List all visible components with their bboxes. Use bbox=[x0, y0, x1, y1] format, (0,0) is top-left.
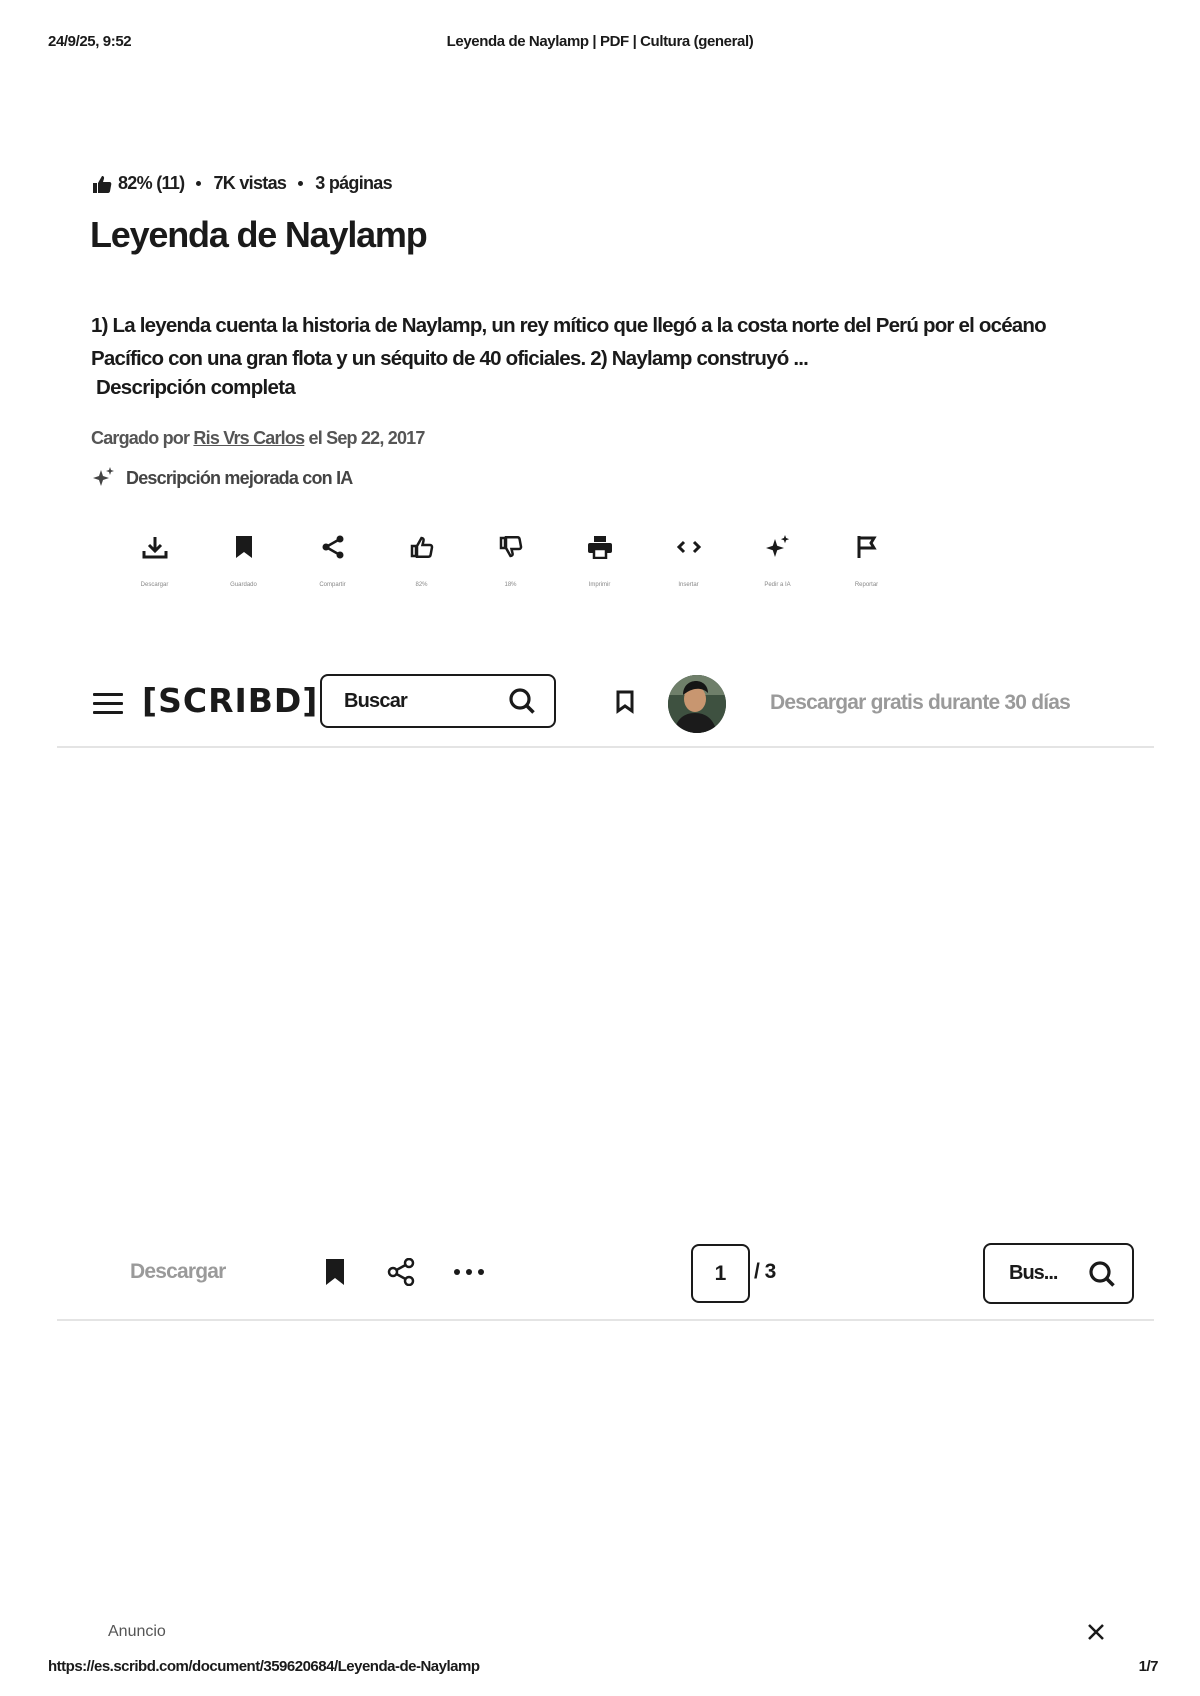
bookmark-outline-icon bbox=[615, 690, 635, 714]
search-input[interactable] bbox=[320, 674, 556, 728]
menu-icon[interactable] bbox=[93, 693, 123, 720]
close-icon bbox=[1086, 1622, 1106, 1642]
flag-icon bbox=[856, 535, 878, 559]
action-label: Reportar bbox=[854, 582, 879, 588]
print-url: https://es.scribd.com/document/359620684/Leyenda-de-Naylamp bbox=[48, 1658, 480, 1675]
close-ad-button[interactable] bbox=[1086, 1622, 1106, 1647]
user-avatar[interactable] bbox=[668, 675, 726, 733]
print-icon bbox=[587, 535, 613, 559]
save-button[interactable] bbox=[324, 1258, 346, 1291]
separator-dot bbox=[298, 181, 303, 186]
uploaded-by bbox=[91, 428, 425, 449]
save-action[interactable] bbox=[199, 532, 288, 588]
share-icon bbox=[387, 1258, 415, 1286]
like-action[interactable] bbox=[377, 532, 466, 588]
action-label: Pedir a IA bbox=[764, 582, 791, 588]
uploader-link[interactable]: Ris Vrs Carlos bbox=[193, 428, 305, 448]
action-label: Insertar bbox=[678, 582, 699, 588]
share-action[interactable] bbox=[288, 532, 377, 588]
search-placeholder: Buscar bbox=[344, 689, 408, 712]
document-search-input[interactable] bbox=[983, 1243, 1134, 1304]
document-search-placeholder: Bus... bbox=[1009, 1262, 1058, 1284]
ai-description-label: Descripción mejorada con IA bbox=[126, 467, 353, 488]
action-label: Descargar bbox=[140, 582, 169, 588]
document-stats bbox=[92, 173, 392, 194]
search-icon bbox=[508, 687, 536, 715]
uploaded-date: el Sep 22, 2017 bbox=[308, 428, 425, 448]
thumbs-up-icon bbox=[92, 175, 112, 193]
nav-divider bbox=[57, 746, 1154, 748]
report-action[interactable] bbox=[822, 532, 911, 588]
action-label: Compartir bbox=[319, 582, 346, 588]
document-actions bbox=[110, 532, 911, 588]
document-title: Leyenda de Naylamp bbox=[90, 214, 427, 255]
print-action[interactable] bbox=[555, 532, 644, 588]
download-action[interactable] bbox=[110, 532, 199, 588]
print-page-number: 1/7 bbox=[1138, 1658, 1158, 1675]
ai-sparkle-icon bbox=[765, 534, 791, 560]
separator-dot bbox=[196, 181, 201, 186]
saved-button[interactable] bbox=[615, 690, 635, 719]
document-description: 1) La leyenda cuenta la historia de Naylamp, un rey mítico que llegó a la costa norte del Perú por el océano Pacífico con una gran flota y un séquito de 40 oficiales. 2) Naylamp construyó ... bbox=[91, 314, 1046, 370]
search-icon bbox=[1088, 1260, 1116, 1288]
action-label: Guardado bbox=[230, 582, 257, 588]
thumbs-up-icon bbox=[410, 536, 434, 558]
bookmark-icon bbox=[234, 535, 254, 559]
free-trial-cta[interactable]: Descargar gratis durante 30 días bbox=[770, 691, 1071, 714]
more-options-button[interactable] bbox=[453, 1262, 485, 1287]
toolbar-divider bbox=[57, 1319, 1154, 1321]
action-label: 82% bbox=[415, 582, 428, 588]
page-count: 3 páginas bbox=[315, 173, 392, 193]
views-count: 7K vistas bbox=[213, 173, 287, 193]
share-button[interactable] bbox=[387, 1258, 415, 1291]
more-dots-icon bbox=[453, 1262, 485, 1282]
download-icon bbox=[142, 535, 168, 559]
share-icon bbox=[321, 535, 345, 559]
ai-sparkle-icon bbox=[92, 466, 116, 490]
page-number-input[interactable]: 1 bbox=[691, 1244, 750, 1303]
print-date: 24/9/25, 9:52 bbox=[48, 33, 132, 50]
ask-ai-action[interactable] bbox=[733, 532, 822, 588]
uploaded-prefix: Cargado por bbox=[91, 428, 190, 448]
ad-label: Anuncio bbox=[108, 1623, 166, 1640]
action-label: 18% bbox=[504, 582, 517, 588]
print-page-title: Leyenda de Naylamp | PDF | Cultura (general) bbox=[446, 33, 754, 50]
thumbs-down-icon bbox=[499, 536, 523, 558]
full-description-link[interactable]: Descripción completa bbox=[96, 376, 296, 399]
page-total: / 3 bbox=[754, 1260, 776, 1283]
embed-action[interactable] bbox=[644, 532, 733, 588]
action-label: Imprimir bbox=[588, 582, 611, 588]
scribd-logo[interactable]: [SCRIBD] bbox=[142, 681, 319, 720]
bookmark-icon bbox=[324, 1258, 346, 1286]
rating-value: 82% (11) bbox=[118, 173, 185, 193]
dislike-action[interactable] bbox=[466, 532, 555, 588]
ai-description-row[interactable] bbox=[92, 466, 352, 490]
download-button[interactable]: Descargar bbox=[130, 1260, 226, 1283]
embed-icon bbox=[676, 539, 702, 555]
